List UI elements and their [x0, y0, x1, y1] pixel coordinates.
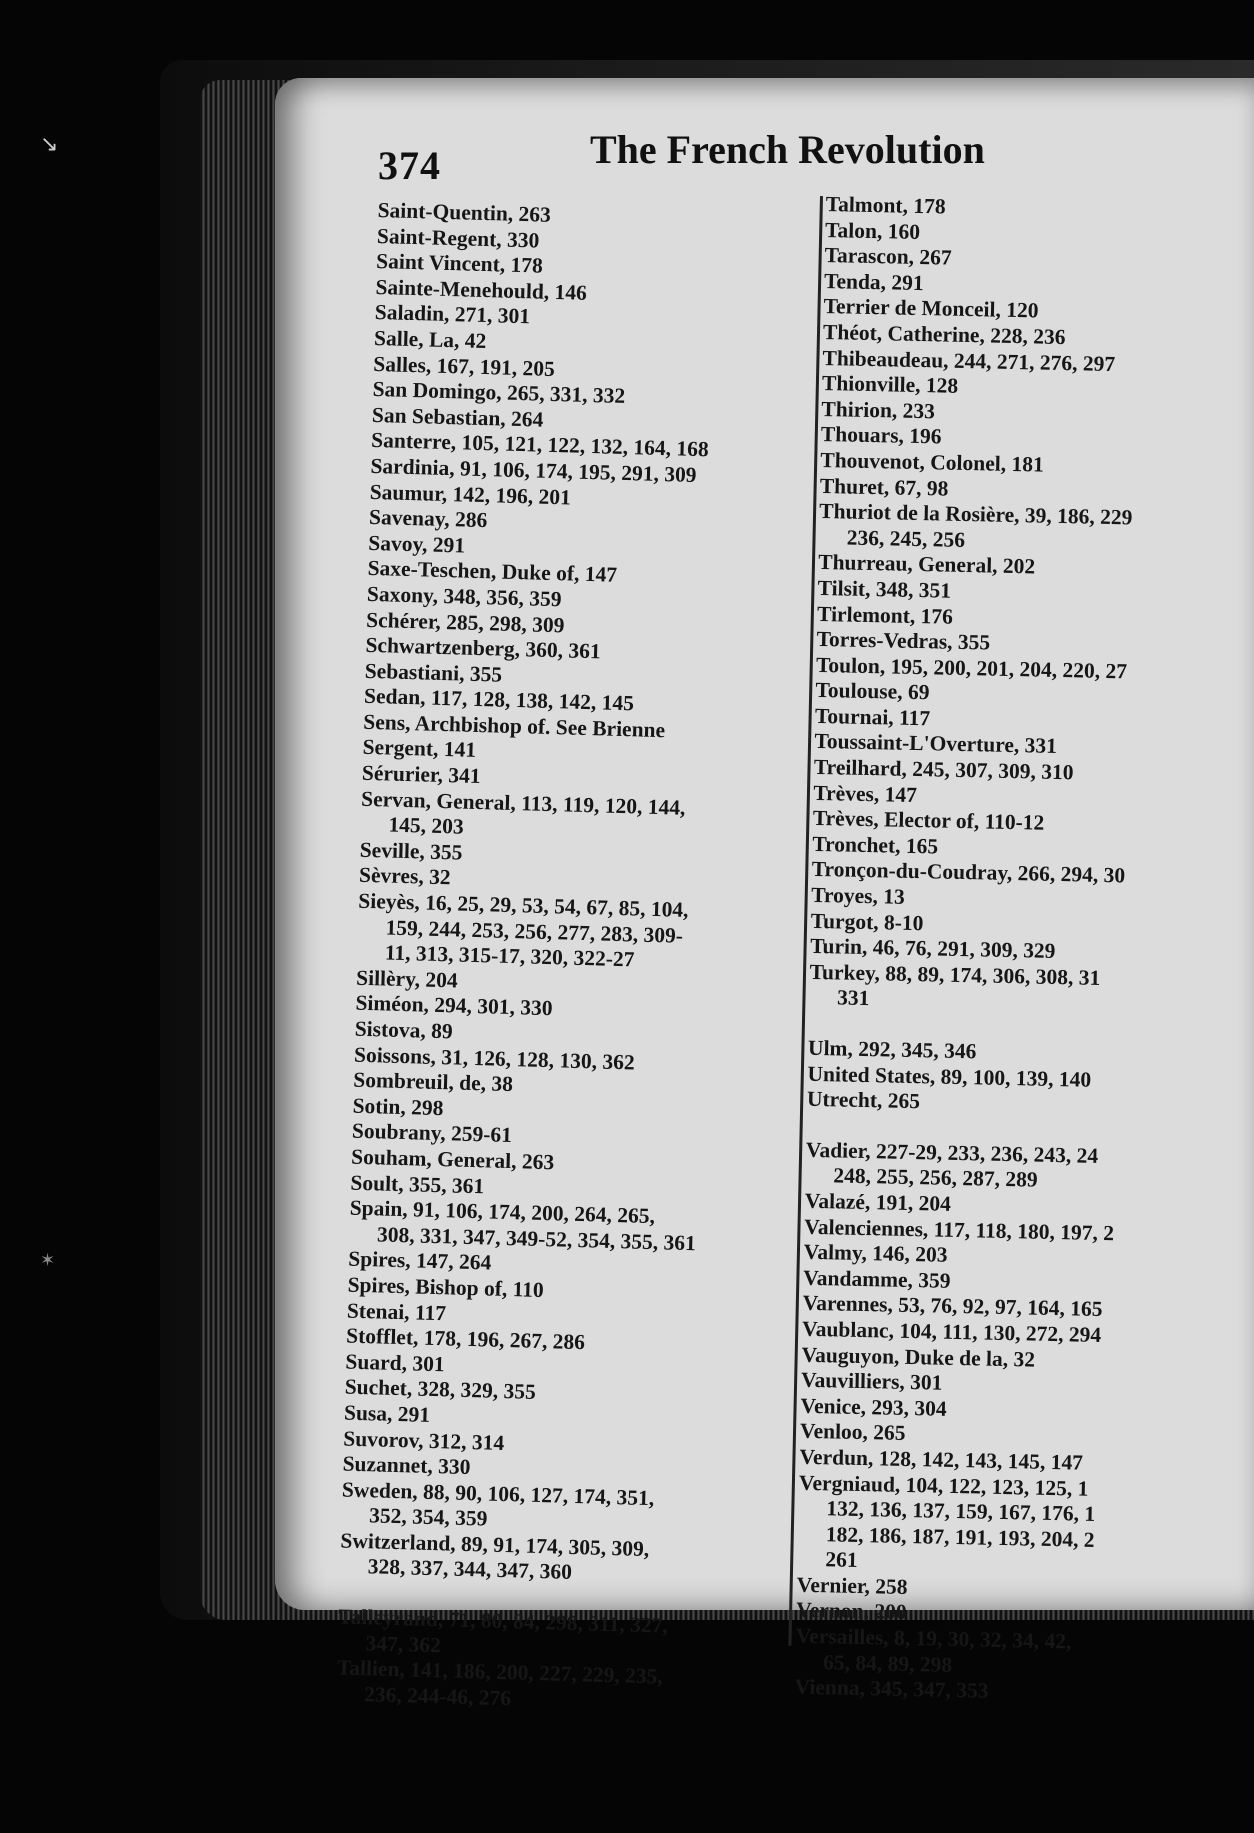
index-entry-text: Thirion, 233 — [821, 396, 936, 424]
index-entry-continuation: 331 — [836, 985, 870, 1011]
index-entry-text: Venloo, 265 — [799, 1419, 906, 1446]
index-entry-text: Stenai, 117 — [346, 1298, 447, 1325]
index-entry-continuation: 145, 203 — [388, 812, 465, 839]
index-entry-text: Vernier, 258 — [796, 1572, 908, 1599]
index-entry-text: Talmont, 178 — [825, 192, 946, 219]
index-entry-text: Sotin, 298 — [352, 1093, 444, 1120]
index-entry-text: Turin, 46, 76, 291, 309, 329 — [809, 934, 1056, 964]
index-entry-text: Soubrany, 259-61 — [351, 1119, 513, 1148]
index-entry-continuation: 236, 245, 256 — [846, 525, 966, 552]
index-column-left — [336, 198, 830, 1719]
index-entry-text: Thuriot de la Rosière, 39, 186, 229 — [819, 499, 1133, 530]
index-entry-text: Souham, General, 263 — [350, 1144, 555, 1175]
index-entry-text: Servan, General, 113, 119, 120, 144, — [360, 786, 686, 820]
index-entry-text: San Domingo, 265, 331, 332 — [372, 377, 626, 409]
index-entry-text: Spires, Bishop of, 110 — [347, 1272, 545, 1302]
index-entry-continuation: 328, 337, 344, 347, 360 — [367, 1554, 573, 1585]
index-entry-continuation: 65, 84, 89, 298 — [822, 1649, 953, 1677]
index-entry-text: Sebastiani, 355 — [364, 658, 503, 687]
index-entry-text: Spires, 147, 264 — [348, 1246, 492, 1275]
index-entry-text: Valenciennes, 117, 118, 180, 197, 2 — [804, 1214, 1115, 1245]
index-entry-text: Vauvilliers, 301 — [800, 1367, 943, 1395]
index-entry-continuation: 347, 362 — [365, 1630, 442, 1657]
index-entry-text: Switzerland, 89, 91, 174, 305, 309, — [340, 1528, 650, 1561]
index-entry-text: Turkey, 88, 89, 174, 306, 308, 31 — [809, 959, 1101, 990]
index-entry-text: Vandamme, 359 — [803, 1265, 951, 1293]
index-entry-text: Valmy, 146, 203 — [803, 1239, 948, 1267]
index-column-right — [794, 192, 1246, 1709]
index-entry-text: San Sebastian, 264 — [371, 402, 544, 432]
index-entry-text: Tirlemont, 176 — [816, 601, 954, 629]
index-entry-text: Tallien, 141, 186, 200, 227, 229, 235, — [336, 1655, 664, 1689]
index-entry-text: Sieyès, 16, 25, 29, 53, 54, 67, 85, 104, — [358, 888, 689, 922]
index-entry-text: Saxony, 348, 356, 359 — [366, 581, 562, 612]
index-entry-text: Suvorov, 312, 314 — [343, 1426, 505, 1455]
index-entry-text: United States, 89, 100, 139, 140 — [807, 1061, 1092, 1092]
index-entry-text: Trèves, 147 — [813, 780, 918, 807]
index-entry-text: 11, 313, 315-17, 320, 322-27 — [384, 940, 635, 972]
stray-mark: ↘ — [40, 132, 59, 157]
index-entry-text: Terrier de Monceil, 120 — [823, 294, 1039, 323]
index-entry-text: Toulouse, 69 — [815, 678, 930, 705]
running-head: The French Revolution — [590, 127, 985, 172]
index-entry-text: 182, 186, 187, 191, 193, 204, 2 — [825, 1521, 1095, 1552]
index-entry-text: Thionville, 128 — [821, 371, 959, 398]
index-entry-text: Tenda, 291 — [823, 268, 924, 295]
index-entry-text: Vaublanc, 104, 111, 130, 272, 294 — [801, 1316, 1102, 1347]
index-entry-text: Sainte-Menehould, 146 — [375, 274, 588, 305]
index-entry-text: Vernon, 200 — [796, 1598, 907, 1625]
index-entry-text: Varennes, 53, 76, 92, 97, 164, 165 — [802, 1291, 1103, 1322]
index-entry-text: Tarascon, 267 — [824, 243, 952, 270]
index-entry-text: Troyes, 13 — [811, 882, 906, 909]
index-entry-text: Sardinia, 91, 106, 174, 195, 291, 309 — [370, 453, 697, 487]
index-entry-text: Sèvres, 32 — [358, 863, 451, 890]
index-entry — [805, 1138, 1226, 1198]
index-entry-text: Susa, 291 — [343, 1400, 431, 1427]
index-entry-text: Santerre, 105, 121, 122, 132, 164, 168 — [370, 428, 710, 462]
index-entry-text: Sérurier, 341 — [361, 760, 481, 789]
index-entry-text: Sens, Archbishop of. See Brienne — [363, 709, 666, 743]
index-entry-text: Thibeaudeau, 244, 271, 276, 297 — [822, 345, 1116, 376]
index-entry-text: Versailles, 8, 19, 30, 32, 34, 42, — [795, 1623, 1072, 1654]
index-entry-continuation: 132, 136, 137, 159, 167, 176, 1 — [826, 1496, 1096, 1527]
index-entry-text: Suchet, 328, 329, 355 — [344, 1374, 537, 1405]
index-entry-text: Sedan, 117, 128, 138, 142, 145 — [363, 684, 635, 716]
index-entry-text: Saladin, 271, 301 — [374, 300, 531, 329]
index-entry-text: Saumur, 142, 196, 201 — [369, 479, 572, 510]
index-entry-text: Tronchet, 165 — [812, 831, 939, 859]
index-entry-text: Talon, 160 — [824, 217, 921, 244]
index-entry-text: Suzannet, 330 — [342, 1451, 471, 1480]
index-entry-text: 261 — [825, 1547, 858, 1573]
index-entry-text: Utrecht, 265 — [806, 1086, 921, 1114]
index-entry — [798, 1470, 1219, 1530]
index-entry-text: Savoy, 291 — [368, 530, 466, 558]
index-entry-text: Venice, 293, 304 — [800, 1393, 947, 1421]
index-entry-text: Savenay, 286 — [368, 505, 488, 533]
index-entry-text: Trèves, Elector of, 110-12 — [812, 806, 1045, 835]
index-entry-continuation: 352, 354, 359 — [368, 1503, 488, 1531]
index-entry-text: Soult, 355, 361 — [350, 1170, 485, 1198]
index-entry-text: Sergent, 141 — [362, 735, 477, 763]
index-entry-text: Thouvenot, Colonel, 181 — [820, 447, 1044, 477]
index-entry-text: Salles, 167, 191, 205 — [373, 351, 556, 381]
index-entry-text: Vienna, 345, 347, 353 — [794, 1674, 989, 1703]
index-entry-text: Saint-Quentin, 263 — [377, 198, 552, 227]
index-entry-continuation: 248, 255, 256, 287, 289 — [833, 1163, 1038, 1193]
index-entry-text: Tilsit, 348, 351 — [817, 575, 952, 603]
index-entry-text: Talleyrand, 71, 80, 84, 298, 311, 327, — [338, 1604, 669, 1638]
index-entry-text: Thuret, 67, 98 — [819, 473, 949, 501]
index-entry-text: Seville, 355 — [359, 837, 463, 865]
page-number: 374 — [378, 143, 441, 188]
index-entry-text: Soissons, 31, 126, 128, 130, 362 — [353, 1042, 636, 1075]
index-entry-text: Saint-Regent, 330 — [376, 223, 540, 253]
index-entry-text: Treilhard, 245, 307, 309, 310 — [813, 754, 1074, 785]
index-entry-text: Schwartzenberg, 360, 361 — [365, 632, 602, 664]
index-entry-continuation: 308, 331, 347, 349-52, 354, 355, 361 — [376, 1222, 697, 1256]
stray-speck: ✶ — [40, 1250, 56, 1271]
index-entry-text: Sweden, 88, 90, 106, 127, 174, 351, — [341, 1477, 655, 1510]
index-entry — [795, 1624, 1216, 1684]
index-entry-text: Vergniaud, 104, 122, 123, 125, 1 — [798, 1470, 1089, 1501]
index-entry-text: Saint Vincent, 178 — [375, 249, 544, 278]
index-entry-text: Tronçon-du-Coudray, 266, 294, 30 — [811, 857, 1126, 888]
index-entry-text: Suard, 301 — [345, 1349, 445, 1377]
index-entry-text: Vauguyon, Duke de la, 32 — [801, 1342, 1036, 1372]
index-entry-continuation: 236, 244-46, 276 — [363, 1682, 512, 1711]
index-entry-continuation: 159, 244, 253, 256, 277, 283, 309- — [385, 915, 684, 948]
index-entry-text: Valazé, 191, 204 — [804, 1188, 952, 1216]
index-entry — [809, 960, 1230, 1020]
index-entry-text: Tournai, 117 — [814, 703, 931, 731]
index-entry-text: Théot, Catherine, 228, 236 — [822, 319, 1066, 350]
index-entry-text: Schérer, 285, 298, 309 — [365, 607, 565, 637]
index-entry-text: Sillèry, 204 — [355, 965, 459, 993]
index-entry-text: Toulon, 195, 200, 201, 204, 220, 27 — [815, 652, 1128, 684]
index-entry-text: Verdun, 128, 142, 143, 145, 147 — [799, 1444, 1084, 1475]
index-entry-text: Siméon, 294, 301, 330 — [355, 991, 553, 1021]
index-entry-text: Sistova, 89 — [354, 1016, 454, 1044]
index-entry-text: Salle, La, 42 — [373, 325, 487, 354]
index-entry-text: Spain, 91, 106, 174, 200, 264, 265, — [349, 1195, 656, 1229]
index-entry-text: Sombreuil, de, 38 — [353, 1067, 514, 1097]
index-entry-text: Saxe-Teschen, Duke of, 147 — [367, 556, 618, 588]
index-entry-text: Stofflet, 178, 196, 267, 286 — [345, 1323, 586, 1355]
index-entry — [818, 499, 1239, 559]
index-entry-text: Toussaint-L'Overture, 331 — [814, 729, 1058, 759]
index-entry-text: Ulm, 292, 345, 346 — [807, 1035, 977, 1064]
index-entry-text: Thouars, 196 — [820, 422, 942, 449]
index-entry-text: Turgot, 8-10 — [810, 908, 924, 935]
index-entry-text: Vadier, 227-29, 233, 236, 243, 24 — [805, 1137, 1099, 1168]
index-entry-text: Torres-Vedras, 355 — [816, 626, 991, 655]
index-entry-text: Thurreau, General, 202 — [817, 550, 1036, 579]
